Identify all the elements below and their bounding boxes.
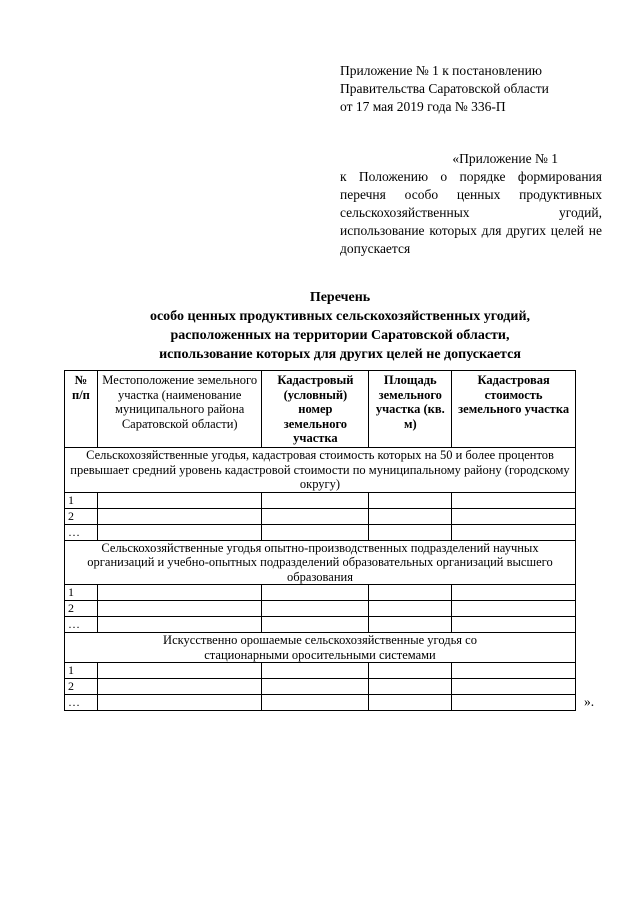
row-number: 1 [65,492,98,508]
table-cell [262,695,369,711]
row-number: … [65,524,98,540]
table-cell [369,508,452,524]
section-title: Сельскохозяйственные угодья опытно-производственных подразделений научных организаций и учебно-опытных подразделений образовательных организаций высшего образования [65,540,576,585]
row-number: 2 [65,601,98,617]
land-list-table [64,370,576,711]
table-cell [452,601,576,617]
header-location: Местоположение земельного участка (наименование муниципального района Саратовской области) [97,371,262,448]
table-cell [262,679,369,695]
row-number: … [65,695,98,711]
table-row [65,508,576,524]
table-cell [97,695,262,711]
header-line-1: Приложение № 1 к постановлению [340,63,542,78]
table-row [65,601,576,617]
table-cell [262,585,369,601]
header-cadastral-value: Кадастровая стоимость земельного участка [452,371,576,448]
table-row [65,617,576,633]
header-area: Площадь земельного участка (кв. м) [369,371,452,448]
table-cell [452,679,576,695]
row-number: 2 [65,679,98,695]
table-cell [97,585,262,601]
table-cell [369,524,452,540]
table-cell [452,695,576,711]
header-line-2: Правительства Саратовской области [340,81,549,96]
table-cell [369,492,452,508]
table-cell [452,663,576,679]
document-title [40,288,640,364]
table-cell [369,695,452,711]
table-row [65,585,576,601]
table-row [65,695,576,711]
document-header [340,62,610,116]
table-cell [97,601,262,617]
section-row [65,540,576,585]
table-header-row [65,371,576,448]
table-cell [97,617,262,633]
table-cell [369,617,452,633]
table-cell [452,524,576,540]
section-row [65,448,576,493]
table-cell [369,585,452,601]
title-line-4: использование которых для других целей не допускается [159,347,521,362]
table-cell [369,679,452,695]
table-cell [97,524,262,540]
table-cell [262,617,369,633]
table-cell [262,663,369,679]
table-cell [369,601,452,617]
appendix-line-1: «Приложение № 1 [452,151,558,166]
table-cell [452,492,576,508]
table-cell [97,679,262,695]
row-number: … [65,617,98,633]
table-cell [97,663,262,679]
title-line-1: Перечень [309,290,371,305]
table-row [65,663,576,679]
section-title: Искусственно орошаемые сельскохозяйственные угодья со стационарными оросительными системами [65,633,576,663]
table-cell [262,601,369,617]
table-cell [452,617,576,633]
header-line-3: от 17 мая 2019 года № 336-П [340,99,506,114]
row-number: 2 [65,508,98,524]
table-cell [369,663,452,679]
header-cadastral-number: Кадастровый (условный) номер земельного участка [262,371,369,448]
appendix-body: к Положению о порядке формирования перечня особо ценных продуктивных сельскохозяйственных угодий, использование которых для других целей не допускается [340,169,602,256]
table-row [65,492,576,508]
table-cell [452,508,576,524]
title-line-3: расположенных на территории Саратовской области, [170,328,510,343]
table-cell [262,492,369,508]
title-line-2: особо ценных продуктивных сельскохозяйственных угодий, [149,309,531,324]
header-number: № п/п [65,371,98,448]
row-number: 1 [65,585,98,601]
table-cell [262,524,369,540]
section-title: Сельскохозяйственные угодья, кадастровая стоимость которых на 50 и более процентов превышает средний уровень кадастровой стоимости по муниципальному району (городскому округу) [65,448,576,493]
appendix-reference [340,150,602,258]
closing-quote-mark: ». [584,694,595,709]
table-row [65,679,576,695]
row-number: 1 [65,663,98,679]
table-cell [452,585,576,601]
table-cell [97,492,262,508]
table-cell [97,508,262,524]
table-row [65,524,576,540]
section-row [65,633,576,663]
table-cell [262,508,369,524]
